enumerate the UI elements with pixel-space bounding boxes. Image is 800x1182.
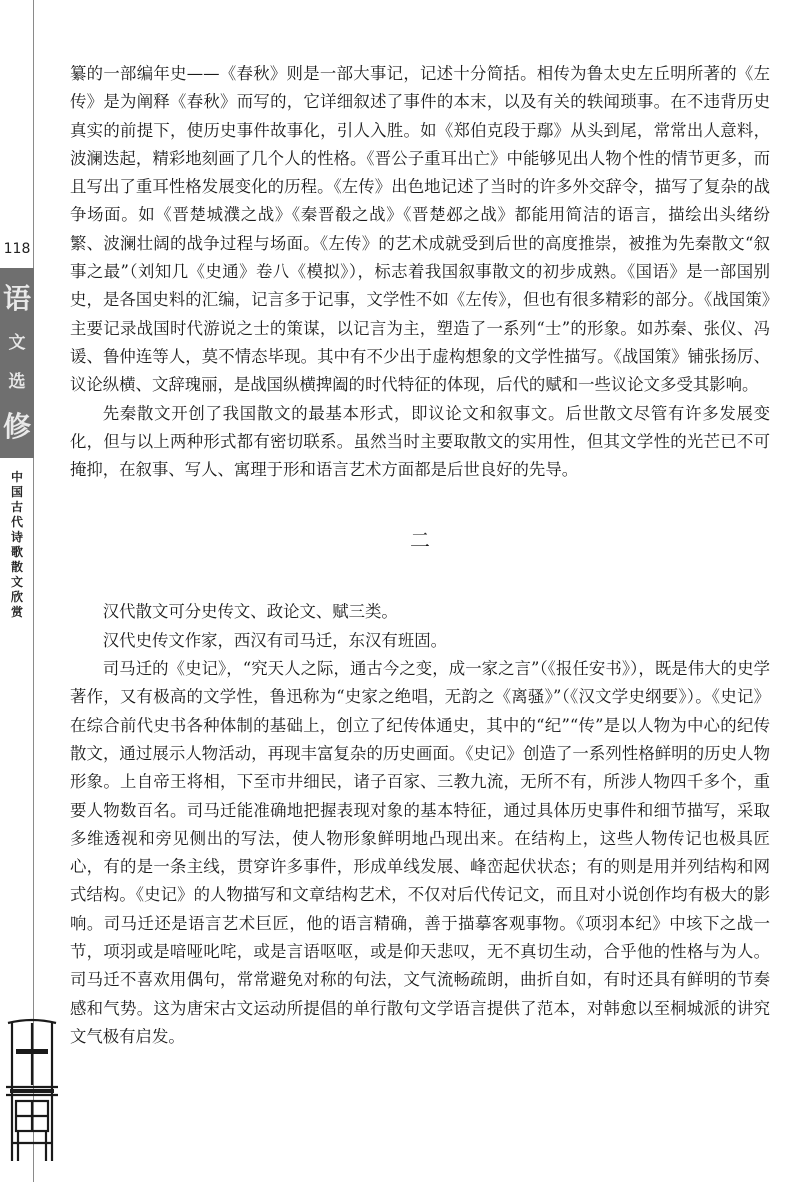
paragraph: 先秦散文开创了我国散文的最基本形式，即议论文和叙事文。后世散文尽管有许多发展变化，但与以上两种形式都有密切联系。虽然当时主要取散文的实用性，但其文学性的光芒已不可掩抑，在叙事、写人、寓理于形和语言艺术方面都是后世良好的先导。 [70, 403, 770, 480]
series-char: 选 [8, 372, 26, 392]
paragraph: 纂的一部编年史——《春秋》则是一部大事记，记述十分简括。相传为鲁太史左丘明所著的《左传》是为阐释《春秋》而写的，它详细叙述了事件的本末，以及有关的轶闻琐事。在不违背历史真实的前提下，使历史事件故事化，引人入胜。如《郑伯克段于鄢》从头到尾，常常出人意料，波澜迭起，精彩地刻画了几个人的性格。《晋公子重耳出亡》中能够见出人物个性的情节更多，而且写出了重耳性格发展变化的历程。《左传》出色地记述了当时的许多外交辞令，描写了复杂的战争场面。如《晋楚城濮之战》《秦晋殽之战》《晋楚邲之战》都能用简洁的语言，描绘出头绪纷繁、波澜壮阔的战争过程与场面。《左传》的艺术成就受到后世的高度推崇，被推为先秦散文“叙事之最”（刘知几《史通》卷八《模拟》），标志着我国叙事散文的初步成熟。《国语》是一部国别史，是各国史料的汇编，记言多于记事，文学性不如《左传》，但也有很多精彩的部分。《战国策》主要记录战国时代游说之士的策谋，以记言为主，塑造了一系列“士”的形象。如苏秦、张仪、冯谖、鲁仲连等人，莫不情态毕现。其中有不少出于虚构想象的文学性描写。《战国策》铺张扬厉、议论纵横、文辞瑰丽，是战国纵横捭阖的时代特征的体现，后代的赋和一些议论文多受其影响。 [70, 64, 770, 395]
series-char: 修 [2, 410, 31, 443]
book-title-char: 散 [10, 560, 23, 574]
book-title-vertical [0, 470, 34, 620]
chair-illustration [2, 1015, 62, 1165]
page-content [70, 60, 770, 1051]
paragraph: 汉代史传文作家，西汉有司马迁，东汉有班固。 [102, 630, 447, 650]
paragraph: 司马迁的《史记》，“究天人之际，通古今之变，成一家之言”（《报任安书》），既是伟大的史学著作，又有极高的文学性，鲁迅称为“史家之绝唱，无韵之《离骚》”（《汉文学史纲要》）。《史记》在综合前代史书各种体制的基础上，创立了纪传体通史，其中的“纪”“传”是以人物为中心的纪传散文，通过展示人物活动，再现丰富复杂的历史画面。《史记》创造了一系列性格鲜明的历史人物形象。上自帝王将相，下至市井细民，诸子百家、三教九流，无所不有，所涉人物四千多个，重要人物数百名。司马迁能准确地把握表现对象的基本特征，通过具体历史事件和细节描写，采取多维透视和旁见侧出的写法，使人物形象鲜明地凸现出来。在结构上，这些人物传记也极具匠心，有的是一条主线，贯穿许多事件，形成单线发展、峰峦起伏状态；有的则是用并列结构和网式结构。《史记》的人物描写和文章结构艺术，不仅对后代传记文，而且对小说创作均有极大的影响。司马迁还是语言艺术巨匠，他的语言精确，善于描摹客观事物。《项羽本纪》中垓下之战一节，项羽或是喑哑叱咤，或是言语呕呕，或是仰天悲叹，无不真切生动，合乎他的性格与为人。司马迁不喜欢用偶句，常常避免对称的句法，文气流畅疏朗，曲折自如，有时还具有鲜明的节奏感和气势。这为唐宋古文运动所提倡的单行散句文学语言提供了范本，对韩愈以至桐城派的讲究文气极有启发。 [70, 659, 770, 1046]
page-number: 118 [3, 241, 31, 257]
book-title-char: 中 [10, 470, 23, 484]
book-title-char: 国 [10, 485, 23, 499]
book-title-char: 代 [10, 515, 23, 529]
series-band [0, 268, 34, 458]
book-title-char: 古 [10, 500, 23, 514]
book-title-char: 赏 [10, 605, 23, 619]
book-title-char: 诗 [10, 530, 23, 544]
book-title-char: 欣 [10, 590, 23, 604]
book-title-char: 文 [10, 575, 23, 589]
book-title-char: 歌 [10, 545, 23, 559]
section-heading: 二 [410, 528, 430, 553]
series-char: 文 [8, 333, 26, 353]
series-char: 语 [2, 282, 31, 315]
paragraph: 汉代散文可分史传文、政论文、赋三类。 [102, 602, 398, 622]
